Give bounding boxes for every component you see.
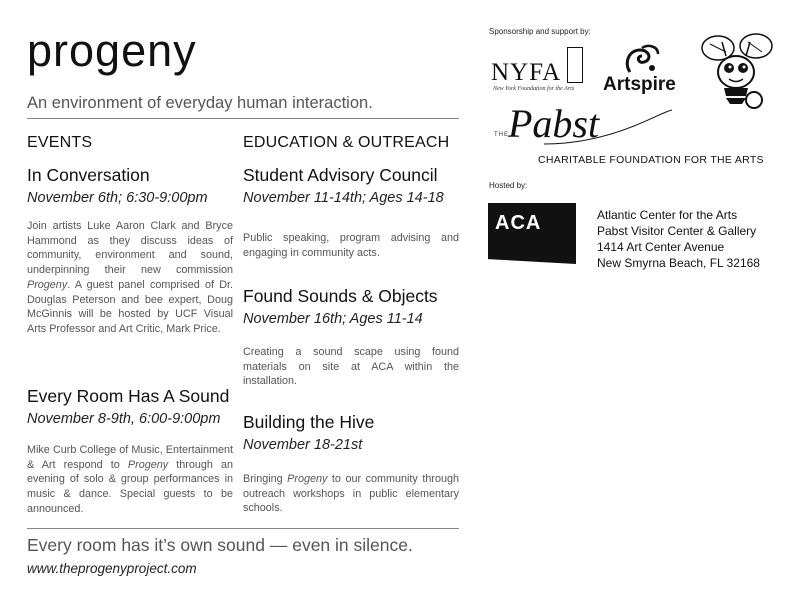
bee-mascot-icon xyxy=(696,32,778,112)
pabst-flourish-icon xyxy=(544,108,674,148)
event-date: November 6th; 6:30-9:00pm xyxy=(27,190,208,206)
program-description: Bringing Progeny to our community through outreach workshops in public elementary schools. xyxy=(243,473,459,515)
address-line: New Smyrna Beach, FL 32168 xyxy=(597,256,760,270)
pabst-logo xyxy=(494,101,764,170)
program-title: Found Sounds & Objects xyxy=(243,286,438,306)
education-heading: EDUCATION & OUTREACH xyxy=(243,134,450,151)
tagline: An environment of everyday human interaction. xyxy=(27,94,373,112)
event-title: In Conversation xyxy=(27,165,150,185)
address-line: Pabst Visitor Center & Gallery xyxy=(597,224,757,238)
aca-logo-text: ACA xyxy=(495,212,542,234)
program-title: Building the Hive xyxy=(243,412,375,432)
event-description: Join artists Luke Aaron Clark and Bryce Hammond as they discuss ideas of community, environment and sound, underpinning their new commission Progeny. A guest panel comprised of Dr. Douglas Peterson and bee expert, Doug McGinnis will be hosted by UCF Visual Arts Professor and Art Critic, Mark Price. xyxy=(27,220,233,335)
address-line: 1414 Art Center Avenue xyxy=(597,240,725,254)
event-title: Every Room Has A Sound xyxy=(27,386,230,406)
program-title: Student Advisory Council xyxy=(243,165,438,185)
program-description: Public speaking, program advising and engaging in community acts. xyxy=(243,232,459,259)
header-rule xyxy=(27,118,459,119)
address-line: Atlantic Center for the Arts xyxy=(597,208,738,222)
nyfa-box-icon xyxy=(567,47,583,83)
events-heading: EVENTS xyxy=(27,134,93,151)
nyfa-subtitle: New York Foundation for the Arts xyxy=(493,86,575,92)
program-date: November 11-14th; Ages 14-18 xyxy=(243,190,444,206)
pabst-wordmark: Pabst xyxy=(508,101,600,146)
host-address xyxy=(597,207,760,271)
footer-quote: Every room has it’s own sound — even in silence. xyxy=(27,535,413,555)
sponsors-label: Sponsorship and support by: xyxy=(489,27,591,36)
nyfa-logo xyxy=(491,45,591,97)
event-date: November 8-9th, 6:00-9:00pm xyxy=(27,411,221,427)
artspire-wordmark: Artspire xyxy=(603,74,676,95)
event-description: Mike Curb College of Music, Entertainment & Art respond to Progeny through an evening of solo & group performances in music & dance. Special guests to be announced. xyxy=(27,444,233,515)
footer-rule xyxy=(27,528,459,529)
nyfa-wordmark: NYFA xyxy=(491,59,562,86)
program-date: November 16th; Ages 11-14 xyxy=(243,311,423,327)
program-date: November 18-21st xyxy=(243,437,363,453)
pabst-subtitle: CHARITABLE FOUNDATION FOR THE ARTS xyxy=(538,154,764,166)
website-link[interactable]: www.theprogenyproject.com xyxy=(27,561,197,576)
hosted-by-label: Hosted by: xyxy=(489,181,528,190)
artspire-swirl-icon xyxy=(622,44,662,76)
progeny-logo: progeny xyxy=(27,25,197,76)
program-description: Creating a sound scape using found materials on site at ACA within the installation. xyxy=(243,346,459,388)
artspire-logo xyxy=(600,44,686,96)
pabst-the: THE xyxy=(494,132,509,138)
